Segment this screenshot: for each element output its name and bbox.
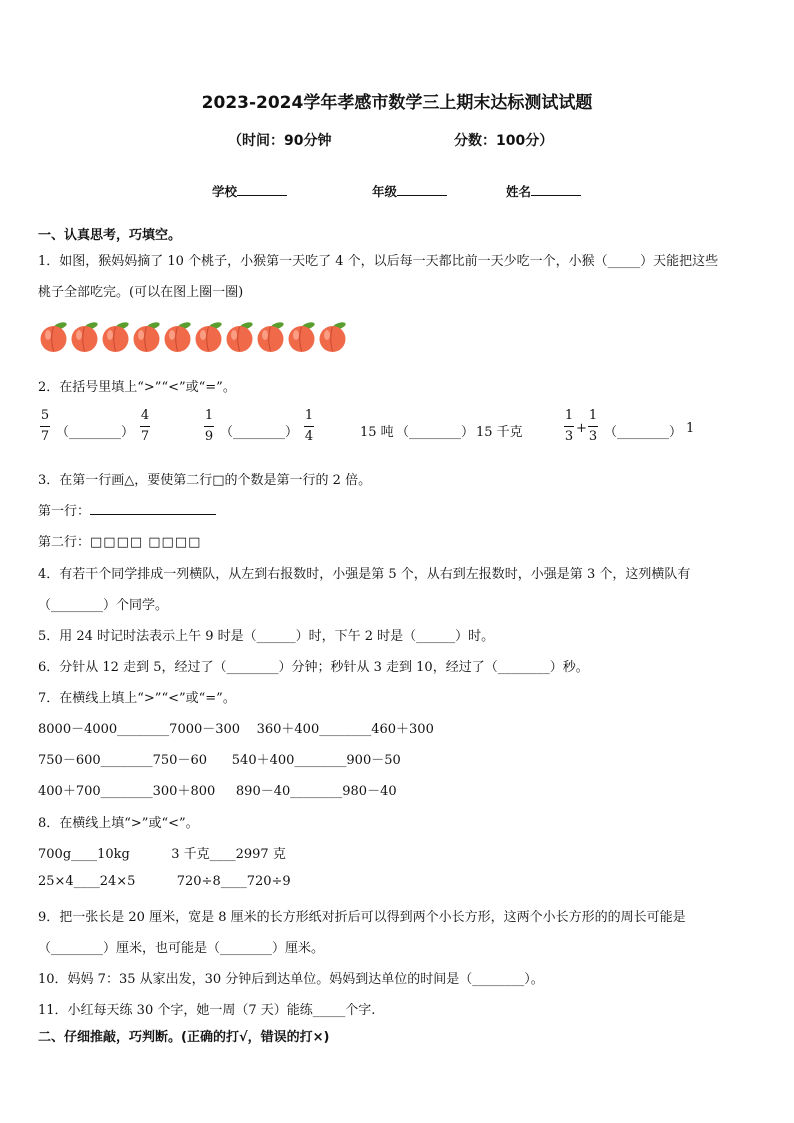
square-boxes: □□□□ □□□□: [90, 535, 202, 550]
total-score: 分数：100分）: [454, 133, 554, 149]
question-1-line-2: 桃子全部吃完。(可以在图上圈一圈): [38, 285, 244, 300]
peach-icon: [255, 320, 286, 353]
fraction-1-3-b: 1 3: [588, 408, 598, 444]
question-9-line-2: （________）厘米，也可能是（________）厘米。: [38, 941, 325, 956]
question-8-row-2: 25×4____24×5 720÷8____720÷9: [38, 874, 291, 889]
section-2-heading: 二、仔细推敲，巧判断。(正确的打√，错误的打×): [38, 1030, 330, 1045]
fraction-1-3-a: 1 3: [564, 408, 574, 444]
blank-2: （________）: [220, 425, 299, 440]
question-4-line-1: 4．有若干个同学排成一列横队，从左到右报数时，小强是第 5 个，从右到左报数时，小强是第 3 个，这列横队有: [38, 567, 691, 582]
question-3-row-2: [38, 531, 201, 550]
question-3: 3．在第一行画△，要使第二行□的个数是第一行的 2 倍。: [38, 473, 372, 488]
name-field: [506, 182, 581, 200]
question-2: 2．在括号里填上“>”“<”或“=”。: [38, 380, 236, 395]
question-10: 10．妈妈 7：35 从家出发，30 分钟后到达单位。妈妈到达单位的时间是（________）。: [38, 972, 544, 987]
fraction-4-7: 4 7: [140, 408, 150, 444]
row-1-label: 第一行：: [38, 504, 91, 519]
name-blank: [531, 183, 581, 196]
peach-icon: [224, 320, 255, 353]
question-3-row-1: [38, 500, 216, 519]
question-5: 5．用 24 时记时法表示上午 9 时是（______）时，下午 2 时是（______）时。: [38, 629, 495, 644]
question-9-line-1: 9．把一张长是 20 厘米，宽是 8 厘米的长方形纸对折后可以得到两个小长方形，这两个小长方形的的周长可能是: [38, 910, 686, 925]
blank-4: （________）: [604, 425, 683, 440]
question-7-row-1: 8000－4000________7000－300 360＋400________460＋300: [38, 722, 434, 737]
question-7-row-3: 400＋700________300＋800 890－40________980－40: [38, 784, 397, 799]
question-8: 8．在横线上填“>”或“<”。: [38, 816, 199, 831]
grade-field: [372, 182, 447, 200]
peach-icon: [69, 320, 100, 353]
section-1-heading: 一、认真思考，巧填空。: [38, 228, 182, 243]
blank-3: （________）: [396, 425, 475, 440]
peach-icon: [162, 320, 193, 353]
time-limit: （时间：90分钟: [228, 133, 332, 149]
question-7: 7．在横线上填上“>”“<”或“=”。: [38, 691, 236, 706]
question-2-items: [38, 408, 758, 450]
peach-icon: [286, 320, 317, 353]
peach-icon: [100, 320, 131, 353]
mass-right: 15 千克: [476, 425, 523, 440]
question-1-line-1: 1．如图，猴妈妈摘了 10 个桃子，小猴第一天吃了 4 个，以后每一天都比前一天少吃一个，小猴（_____）天能把这些: [38, 254, 719, 269]
mass-left: 15 吨: [360, 425, 394, 440]
exam-subtitle: [228, 130, 554, 150]
name-label: 姓名: [506, 184, 532, 199]
fraction-1-9: 1 9: [204, 408, 214, 444]
school-field: [212, 182, 287, 200]
question-8-row-1: 700g____10kg 3 千克____2997 克: [38, 847, 286, 862]
blank-1: （________）: [56, 425, 135, 440]
plus-sign: +: [576, 421, 587, 436]
school-blank: [237, 183, 287, 196]
peach-icon: [131, 320, 162, 353]
fraction-5-7: 5 7: [40, 408, 50, 444]
question-4-line-2: （________）个同学。: [38, 598, 169, 613]
peach-icon: [317, 320, 348, 353]
question-6: 6．分针从 12 走到 5，经过了（________）分钟；秒针从 3 走到 10，经过了（________）秒。: [38, 660, 589, 675]
question-11: 11．小红每天练 30 个字，她一周（7 天）能练_____个字.: [38, 1003, 376, 1018]
grade-blank: [397, 183, 447, 196]
exam-title: 2023-2024学年孝感市数学三上期末达标测试试题: [201, 93, 593, 113]
peach-icon: [38, 320, 69, 353]
peach-icon: [193, 320, 224, 353]
row-2-label: 第二行：: [38, 535, 91, 550]
peach-row: [38, 320, 348, 354]
row-1-blank: [90, 502, 216, 515]
fraction-1-4: 1 4: [304, 408, 314, 444]
grade-label: 年级: [372, 184, 398, 199]
value-one: 1: [686, 421, 695, 436]
question-7-row-2: 750－600________750－60 540＋400________900－50: [38, 753, 401, 768]
school-label: 学校: [212, 184, 238, 199]
